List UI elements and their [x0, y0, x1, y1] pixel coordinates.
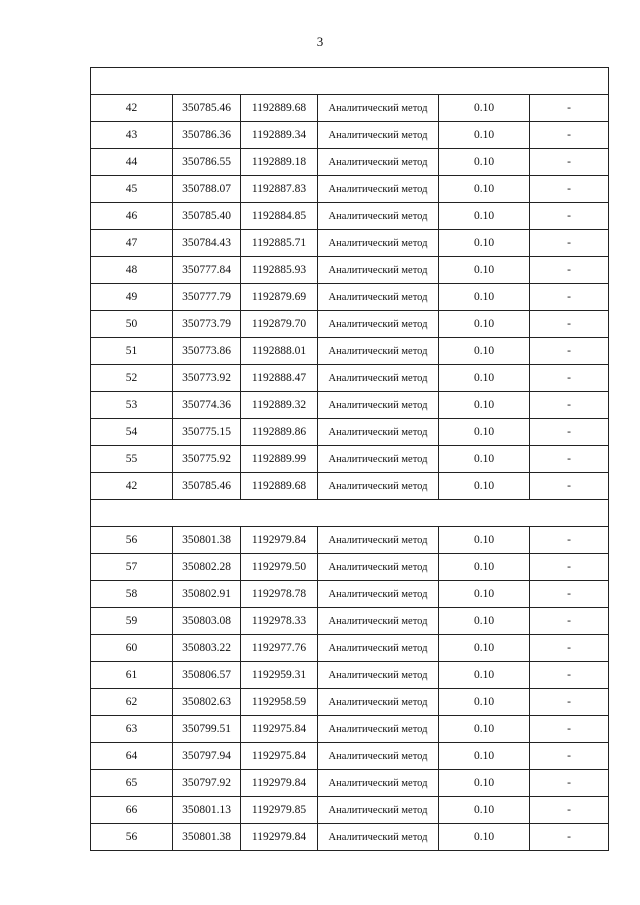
point-number-cell: 47: [91, 230, 173, 257]
x-coordinate-cell: 350802.91: [173, 581, 241, 608]
method-cell: Аналитический метод: [318, 689, 439, 716]
x-coordinate-cell: 350777.79: [173, 284, 241, 311]
y-coordinate-cell: 1192889.86: [241, 419, 318, 446]
point-number-cell: 64: [91, 743, 173, 770]
method-cell: Аналитический метод: [318, 581, 439, 608]
description-cell: -: [530, 284, 609, 311]
point-number-cell: 50: [91, 311, 173, 338]
x-coordinate-cell: 350774.36: [173, 392, 241, 419]
method-cell: Аналитический метод: [318, 554, 439, 581]
point-number-cell: 53: [91, 392, 173, 419]
accuracy-cell: 0.10: [439, 770, 530, 797]
accuracy-cell: 0.10: [439, 797, 530, 824]
method-cell: Аналитический метод: [318, 473, 439, 500]
table-row: [91, 311, 609, 338]
point-number-cell: 56: [91, 527, 173, 554]
y-coordinate-cell: 1192977.76: [241, 635, 318, 662]
x-coordinate-cell: 350777.84: [173, 257, 241, 284]
point-number-cell: 60: [91, 635, 173, 662]
accuracy-cell: 0.10: [439, 257, 530, 284]
coordinates-table-body: [91, 68, 609, 851]
method-cell: Аналитический метод: [318, 392, 439, 419]
x-coordinate-cell: 350775.15: [173, 419, 241, 446]
point-number-cell: 54: [91, 419, 173, 446]
accuracy-cell: 0.10: [439, 716, 530, 743]
description-cell: -: [530, 635, 609, 662]
method-cell: Аналитический метод: [318, 608, 439, 635]
table-row: [91, 824, 609, 851]
x-coordinate-cell: 350775.92: [173, 446, 241, 473]
point-number-cell: 42: [91, 473, 173, 500]
description-cell: -: [530, 473, 609, 500]
accuracy-cell: 0.10: [439, 203, 530, 230]
description-cell: -: [530, 176, 609, 203]
x-coordinate-cell: 350802.28: [173, 554, 241, 581]
contour-separator-row: [91, 68, 609, 95]
accuracy-cell: 0.10: [439, 95, 530, 122]
y-coordinate-cell: 1192885.93: [241, 257, 318, 284]
table-row: [91, 581, 609, 608]
y-coordinate-cell: 1192888.47: [241, 365, 318, 392]
x-coordinate-cell: 350784.43: [173, 230, 241, 257]
y-coordinate-cell: 1192879.69: [241, 284, 318, 311]
point-number-cell: 58: [91, 581, 173, 608]
point-number-cell: 45: [91, 176, 173, 203]
description-cell: -: [530, 581, 609, 608]
table-row: [91, 527, 609, 554]
table-row: [91, 257, 609, 284]
contour-separator-cell: [91, 68, 609, 95]
x-coordinate-cell: 350785.46: [173, 473, 241, 500]
point-number-cell: 62: [91, 689, 173, 716]
x-coordinate-cell: 350797.94: [173, 743, 241, 770]
accuracy-cell: 0.10: [439, 743, 530, 770]
accuracy-cell: 0.10: [439, 473, 530, 500]
y-coordinate-cell: 1192959.31: [241, 662, 318, 689]
y-coordinate-cell: 1192889.18: [241, 149, 318, 176]
table-row: [91, 176, 609, 203]
accuracy-cell: 0.10: [439, 662, 530, 689]
table-row: [91, 284, 609, 311]
table-row: [91, 554, 609, 581]
y-coordinate-cell: 1192889.68: [241, 95, 318, 122]
description-cell: -: [530, 95, 609, 122]
table-row: [91, 689, 609, 716]
description-cell: -: [530, 230, 609, 257]
description-cell: -: [530, 527, 609, 554]
point-number-cell: 56: [91, 824, 173, 851]
method-cell: Аналитический метод: [318, 419, 439, 446]
accuracy-cell: 0.10: [439, 149, 530, 176]
coordinates-table: [90, 67, 609, 851]
point-number-cell: 55: [91, 446, 173, 473]
point-number-cell: 61: [91, 662, 173, 689]
y-coordinate-cell: 1192884.85: [241, 203, 318, 230]
method-cell: Аналитический метод: [318, 311, 439, 338]
method-cell: Аналитический метод: [318, 716, 439, 743]
method-cell: Аналитический метод: [318, 824, 439, 851]
x-coordinate-cell: 350788.07: [173, 176, 241, 203]
y-coordinate-cell: 1192979.84: [241, 824, 318, 851]
y-coordinate-cell: 1192958.59: [241, 689, 318, 716]
method-cell: Аналитический метод: [318, 176, 439, 203]
description-cell: -: [530, 149, 609, 176]
table-row: [91, 95, 609, 122]
method-cell: Аналитический метод: [318, 797, 439, 824]
description-cell: -: [530, 743, 609, 770]
table-row: [91, 743, 609, 770]
y-coordinate-cell: 1192885.71: [241, 230, 318, 257]
point-number-cell: 49: [91, 284, 173, 311]
accuracy-cell: 0.10: [439, 122, 530, 149]
description-cell: -: [530, 770, 609, 797]
point-number-cell: 63: [91, 716, 173, 743]
table-row: [91, 662, 609, 689]
y-coordinate-cell: 1192979.84: [241, 527, 318, 554]
accuracy-cell: 0.10: [439, 608, 530, 635]
accuracy-cell: 0.10: [439, 284, 530, 311]
method-cell: Аналитический метод: [318, 230, 439, 257]
y-coordinate-cell: 1192979.85: [241, 797, 318, 824]
y-coordinate-cell: 1192978.33: [241, 608, 318, 635]
table-row: [91, 149, 609, 176]
y-coordinate-cell: 1192979.84: [241, 770, 318, 797]
x-coordinate-cell: 350803.08: [173, 608, 241, 635]
x-coordinate-cell: 350773.86: [173, 338, 241, 365]
x-coordinate-cell: 350802.63: [173, 689, 241, 716]
method-cell: Аналитический метод: [318, 122, 439, 149]
description-cell: -: [530, 365, 609, 392]
table-row: [91, 392, 609, 419]
table-row: [91, 473, 609, 500]
description-cell: -: [530, 608, 609, 635]
point-number-cell: 42: [91, 95, 173, 122]
y-coordinate-cell: 1192975.84: [241, 716, 318, 743]
method-cell: Аналитический метод: [318, 662, 439, 689]
point-number-cell: 52: [91, 365, 173, 392]
method-cell: Аналитический метод: [318, 203, 439, 230]
x-coordinate-cell: 350773.79: [173, 311, 241, 338]
accuracy-cell: 0.10: [439, 581, 530, 608]
y-coordinate-cell: 1192879.70: [241, 311, 318, 338]
table-row: [91, 635, 609, 662]
accuracy-cell: 0.10: [439, 824, 530, 851]
point-number-cell: 44: [91, 149, 173, 176]
contour-separator-cell: [91, 500, 609, 527]
accuracy-cell: 0.10: [439, 527, 530, 554]
x-coordinate-cell: 350786.36: [173, 122, 241, 149]
y-coordinate-cell: 1192888.01: [241, 338, 318, 365]
x-coordinate-cell: 350806.57: [173, 662, 241, 689]
description-cell: -: [530, 716, 609, 743]
contour-separator-row: [91, 500, 609, 527]
description-cell: -: [530, 689, 609, 716]
description-cell: -: [530, 446, 609, 473]
x-coordinate-cell: 350797.92: [173, 770, 241, 797]
x-coordinate-cell: 350803.22: [173, 635, 241, 662]
x-coordinate-cell: 350785.40: [173, 203, 241, 230]
table-row: [91, 338, 609, 365]
point-number-cell: 51: [91, 338, 173, 365]
y-coordinate-cell: 1192975.84: [241, 743, 318, 770]
x-coordinate-cell: 350801.38: [173, 824, 241, 851]
table-row: [91, 446, 609, 473]
method-cell: Аналитический метод: [318, 743, 439, 770]
accuracy-cell: 0.10: [439, 446, 530, 473]
description-cell: -: [530, 419, 609, 446]
method-cell: Аналитический метод: [318, 149, 439, 176]
y-coordinate-cell: 1192889.68: [241, 473, 318, 500]
y-coordinate-cell: 1192889.32: [241, 392, 318, 419]
table-row: [91, 716, 609, 743]
method-cell: Аналитический метод: [318, 635, 439, 662]
description-cell: -: [530, 122, 609, 149]
x-coordinate-cell: 350801.38: [173, 527, 241, 554]
point-number-cell: 46: [91, 203, 173, 230]
description-cell: -: [530, 554, 609, 581]
method-cell: Аналитический метод: [318, 527, 439, 554]
description-cell: -: [530, 203, 609, 230]
table-row: [91, 230, 609, 257]
y-coordinate-cell: 1192979.50: [241, 554, 318, 581]
accuracy-cell: 0.10: [439, 689, 530, 716]
y-coordinate-cell: 1192978.78: [241, 581, 318, 608]
point-number-cell: 59: [91, 608, 173, 635]
y-coordinate-cell: 1192887.83: [241, 176, 318, 203]
method-cell: Аналитический метод: [318, 338, 439, 365]
method-cell: Аналитический метод: [318, 257, 439, 284]
table-row: [91, 203, 609, 230]
method-cell: Аналитический метод: [318, 284, 439, 311]
accuracy-cell: 0.10: [439, 635, 530, 662]
table-row: [91, 770, 609, 797]
method-cell: Аналитический метод: [318, 446, 439, 473]
table-row: [91, 608, 609, 635]
description-cell: -: [530, 392, 609, 419]
table-row: [91, 419, 609, 446]
accuracy-cell: 0.10: [439, 176, 530, 203]
x-coordinate-cell: 350801.13: [173, 797, 241, 824]
description-cell: -: [530, 797, 609, 824]
x-coordinate-cell: 350786.55: [173, 149, 241, 176]
x-coordinate-cell: 350799.51: [173, 716, 241, 743]
point-number-cell: 66: [91, 797, 173, 824]
x-coordinate-cell: 350773.92: [173, 365, 241, 392]
page-number: 3: [316, 34, 324, 49]
table-row: [91, 797, 609, 824]
method-cell: Аналитический метод: [318, 770, 439, 797]
table-row: [91, 122, 609, 149]
accuracy-cell: 0.10: [439, 311, 530, 338]
description-cell: -: [530, 338, 609, 365]
accuracy-cell: 0.10: [439, 392, 530, 419]
y-coordinate-cell: 1192889.99: [241, 446, 318, 473]
method-cell: Аналитический метод: [318, 95, 439, 122]
accuracy-cell: 0.10: [439, 554, 530, 581]
accuracy-cell: 0.10: [439, 419, 530, 446]
point-number-cell: 43: [91, 122, 173, 149]
x-coordinate-cell: 350785.46: [173, 95, 241, 122]
point-number-cell: 48: [91, 257, 173, 284]
description-cell: -: [530, 311, 609, 338]
point-number-cell: 65: [91, 770, 173, 797]
description-cell: -: [530, 662, 609, 689]
point-number-cell: 57: [91, 554, 173, 581]
y-coordinate-cell: 1192889.34: [241, 122, 318, 149]
method-cell: Аналитический метод: [318, 365, 439, 392]
accuracy-cell: 0.10: [439, 338, 530, 365]
table-row: [91, 365, 609, 392]
description-cell: -: [530, 824, 609, 851]
description-cell: -: [530, 257, 609, 284]
accuracy-cell: 0.10: [439, 365, 530, 392]
accuracy-cell: 0.10: [439, 230, 530, 257]
